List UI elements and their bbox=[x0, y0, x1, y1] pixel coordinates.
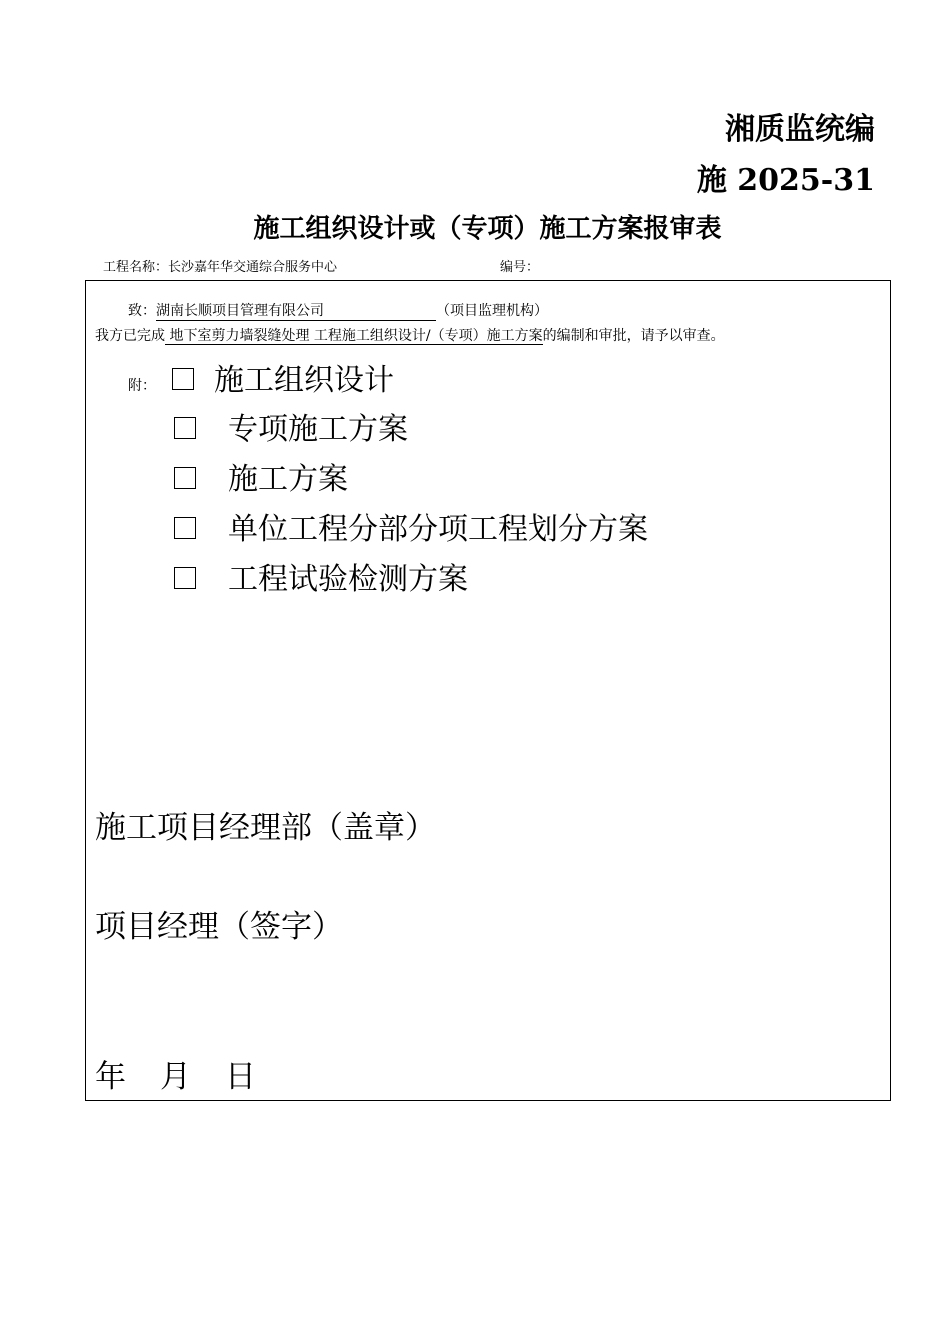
checkbox[interactable] bbox=[172, 368, 194, 390]
date-year-label: 年 bbox=[95, 1059, 126, 1095]
option-label: 施工方案 bbox=[228, 462, 348, 497]
form-code-line-1: 湘质监统编 bbox=[725, 112, 875, 147]
number-row bbox=[500, 259, 539, 277]
addressee-suffix: （项目监理机构） bbox=[436, 303, 548, 319]
date-day-label: 日 bbox=[225, 1059, 256, 1095]
form-code-line-2: 施 2025-31 bbox=[696, 163, 875, 198]
project-dept-seal-line: 施工项目经理部（盖章） bbox=[95, 810, 436, 846]
option-construction-org-design[interactable] bbox=[172, 361, 394, 401]
project-name-label: 工程名称： bbox=[103, 260, 169, 275]
project-manager-signature-line: 项目经理（签字） bbox=[95, 909, 343, 945]
option-division-plan[interactable] bbox=[174, 510, 648, 550]
option-label: 专项施工方案 bbox=[228, 412, 408, 447]
statement-line bbox=[95, 326, 725, 346]
checkbox[interactable] bbox=[174, 517, 196, 539]
option-label: 单位工程分部分项工程划分方案 bbox=[228, 512, 648, 547]
option-label: 施工组织设计 bbox=[214, 363, 394, 398]
addressee-org-text: 湖南长顺项目管理有限公司 bbox=[156, 303, 324, 319]
addressee-org bbox=[156, 302, 436, 321]
date-line bbox=[95, 1057, 256, 1097]
project-name-value: 长沙嘉年华交通综合服务中心 bbox=[168, 260, 338, 275]
attachment-label: 附： bbox=[128, 378, 156, 394]
option-label: 工程试验检测方案 bbox=[228, 562, 468, 597]
addressee-label: 致： bbox=[128, 303, 156, 319]
number-label: 编号： bbox=[500, 260, 540, 275]
statement-suffix: 的编制和审批，请予以审查。 bbox=[542, 328, 725, 344]
statement-prefix: 我方已完成 bbox=[95, 328, 165, 344]
statement-item-text: 地下室剪力墙裂缝处理 bbox=[169, 328, 310, 344]
date-month-label: 月 bbox=[160, 1059, 191, 1095]
checkbox[interactable] bbox=[174, 417, 196, 439]
statement-doc: 工程施工组织设计/（专项）施工方案 bbox=[313, 328, 543, 344]
checkbox[interactable] bbox=[174, 567, 196, 589]
project-name-row bbox=[103, 259, 337, 277]
option-test-inspection-plan[interactable] bbox=[174, 560, 468, 600]
checkbox[interactable] bbox=[174, 467, 196, 489]
option-special-construction-plan[interactable] bbox=[174, 410, 408, 450]
statement-item bbox=[165, 328, 314, 345]
addressee-line bbox=[128, 301, 548, 321]
option-construction-plan[interactable] bbox=[174, 460, 348, 500]
form-title: 施工组织设计或（专项）施工方案报审表 bbox=[253, 214, 722, 244]
form-box bbox=[85, 280, 891, 1101]
